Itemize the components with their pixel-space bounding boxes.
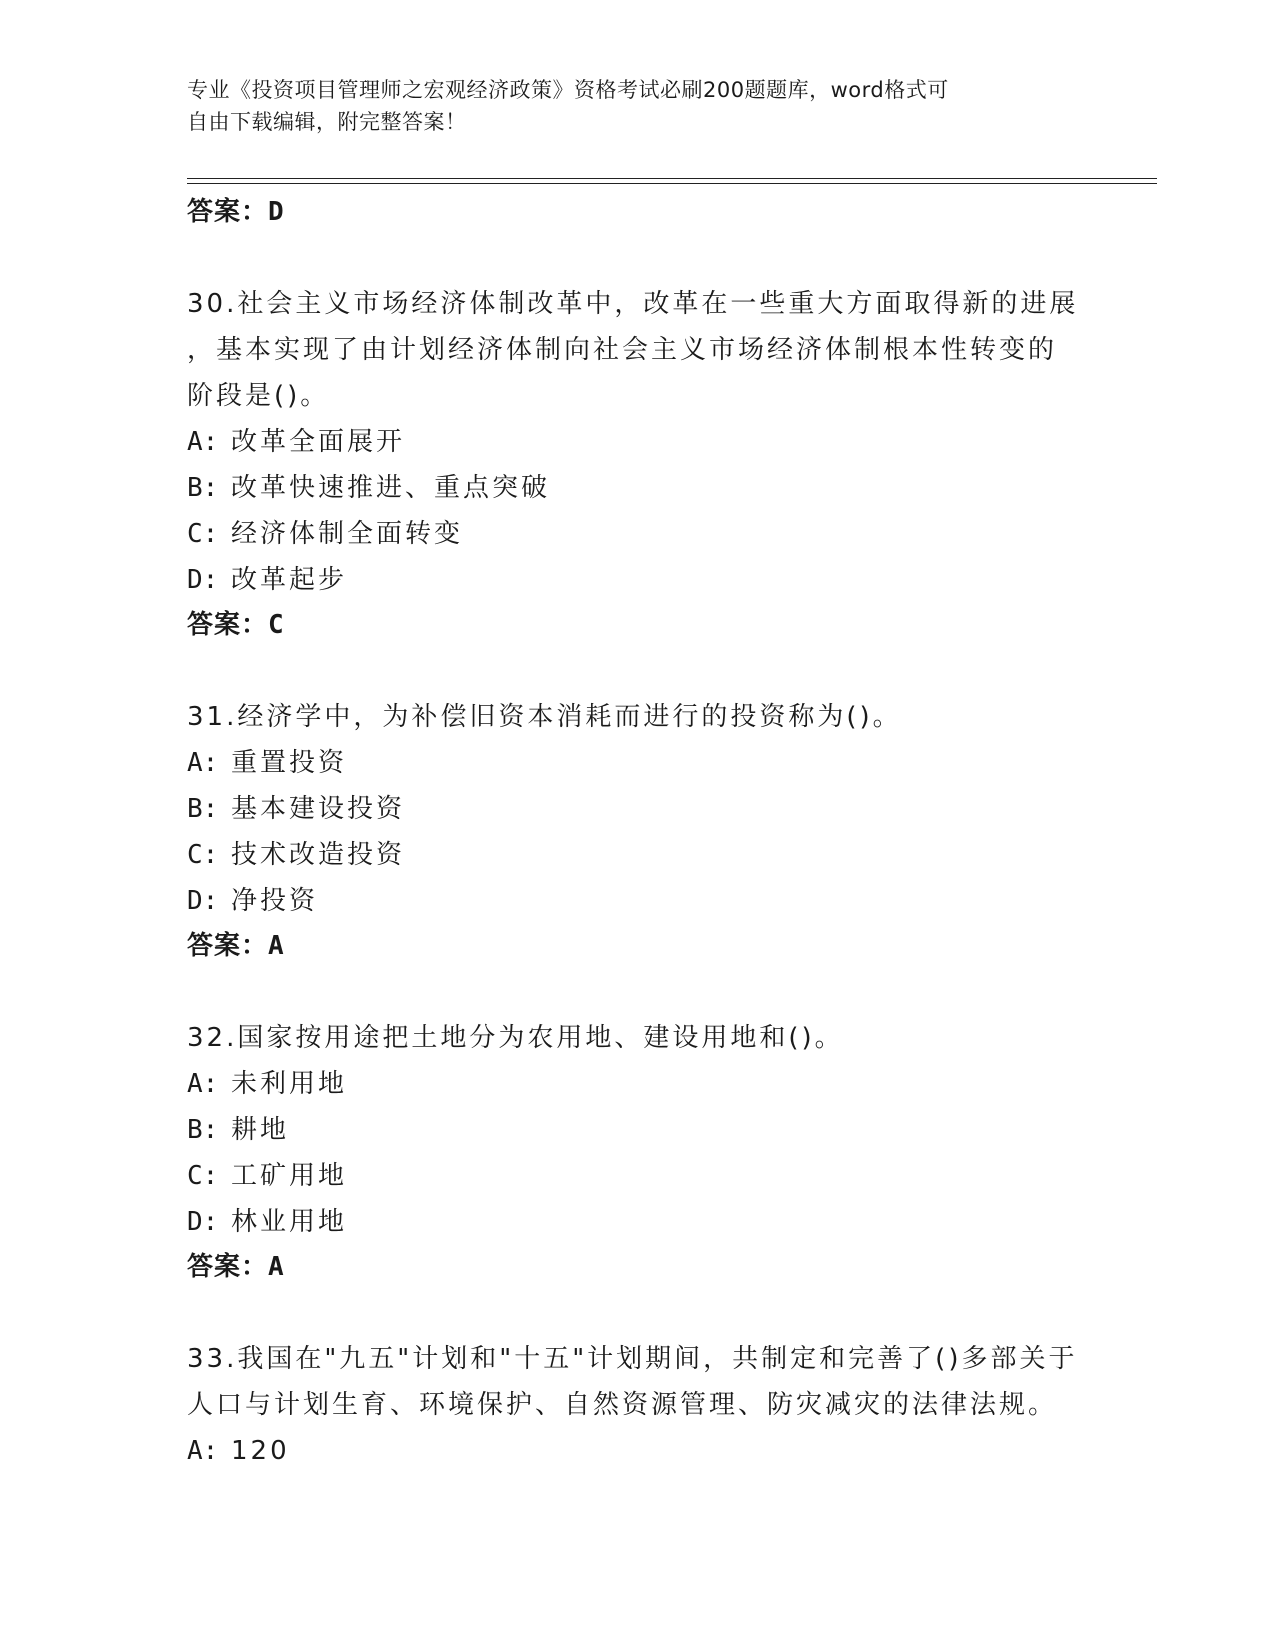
question-text-line: ，基本实现了由计划经济体制向社会主义市场经济体制根本性转变的: [187, 335, 1058, 365]
option-letter: A:: [187, 427, 219, 457]
option-letter: B:: [187, 794, 219, 824]
option-text: 基本建设投资: [231, 794, 406, 824]
option-text: 耕地: [231, 1115, 290, 1145]
option-text: 技术改造投资: [231, 840, 406, 870]
question-text-line: 人口与计划生育、环境保护、自然资源管理、防灾减灾的法律法规。: [187, 1390, 1058, 1420]
option-a: [187, 740, 1187, 786]
answer-line: [187, 1245, 1187, 1290]
header-line-1: 专业《投资项目管理师之宏观经济政策》资格考试必刷200题题库，word格式可: [187, 78, 949, 102]
option-text: 未利用地: [231, 1069, 348, 1099]
option-letter: A:: [187, 1436, 219, 1466]
option-text: 改革起步: [231, 565, 348, 595]
option-text: 经济体制全面转变: [231, 519, 464, 549]
answer-value: C: [268, 610, 285, 640]
option-letter: C:: [187, 840, 219, 870]
option-text: 林业用地: [231, 1207, 348, 1237]
option-letter: B:: [187, 473, 219, 503]
option-a: [187, 1061, 1187, 1107]
option-b: [187, 1107, 1187, 1153]
answer-value: D: [268, 197, 285, 227]
answer-label: 答案：: [187, 1252, 269, 1282]
question-list: [187, 190, 1187, 1474]
header-rule-top: [187, 178, 1157, 179]
option-letter: D:: [187, 1207, 219, 1237]
question-text-line: 阶段是()。: [187, 381, 330, 411]
option-c: [187, 511, 1187, 557]
question-33: [187, 1336, 1187, 1474]
option-text: 120: [231, 1436, 290, 1466]
answer-line: [187, 190, 1187, 235]
header-line-2: 自由下载编辑，附完整答案！: [187, 110, 467, 134]
option-text: 改革全面展开: [231, 427, 406, 457]
option-text: 改革快速推进、重点突破: [231, 473, 551, 503]
option-text: 重置投资: [231, 748, 348, 778]
option-letter: C:: [187, 519, 219, 549]
question-text-line: 31.经济学中，为补偿旧资本消耗而进行的投资称为()。: [187, 702, 902, 732]
question-text-line: 30.社会主义市场经济体制改革中，改革在一些重大方面取得新的进展: [187, 289, 1079, 319]
option-letter: A:: [187, 748, 219, 778]
option-letter: D:: [187, 565, 219, 595]
option-text: 工矿用地: [231, 1161, 348, 1191]
page-header: [187, 74, 1087, 138]
option-b: [187, 465, 1187, 511]
option-d: [187, 878, 1187, 924]
option-letter: D:: [187, 886, 219, 916]
question-30: [187, 281, 1187, 648]
option-c: [187, 832, 1187, 878]
answer-value: A: [268, 1252, 285, 1282]
answer-label: 答案：: [187, 610, 269, 640]
answer-line: [187, 924, 1187, 969]
option-letter: B:: [187, 1115, 219, 1145]
option-a: [187, 1428, 1187, 1474]
question-text-line: 32.国家按用途把土地分为农用地、建设用地和()。: [187, 1023, 844, 1053]
answer-label: 答案：: [187, 931, 269, 961]
option-letter: C:: [187, 1161, 219, 1191]
option-b: [187, 786, 1187, 832]
option-a: [187, 419, 1187, 465]
question-text-line: 33.我国在"九五"计划和"十五"计划期间，共制定和完善了()多部关于: [187, 1344, 1078, 1374]
answer-label: 答案：: [187, 197, 269, 227]
option-text: 净投资: [231, 886, 319, 916]
question-32: [187, 1015, 1187, 1290]
header-rule-bottom: [187, 183, 1157, 184]
question-31: [187, 694, 1187, 969]
option-c: [187, 1153, 1187, 1199]
answer-line: [187, 603, 1187, 648]
option-letter: A:: [187, 1069, 219, 1099]
option-d: [187, 1199, 1187, 1245]
answer-value: A: [268, 931, 285, 961]
option-d: [187, 557, 1187, 603]
